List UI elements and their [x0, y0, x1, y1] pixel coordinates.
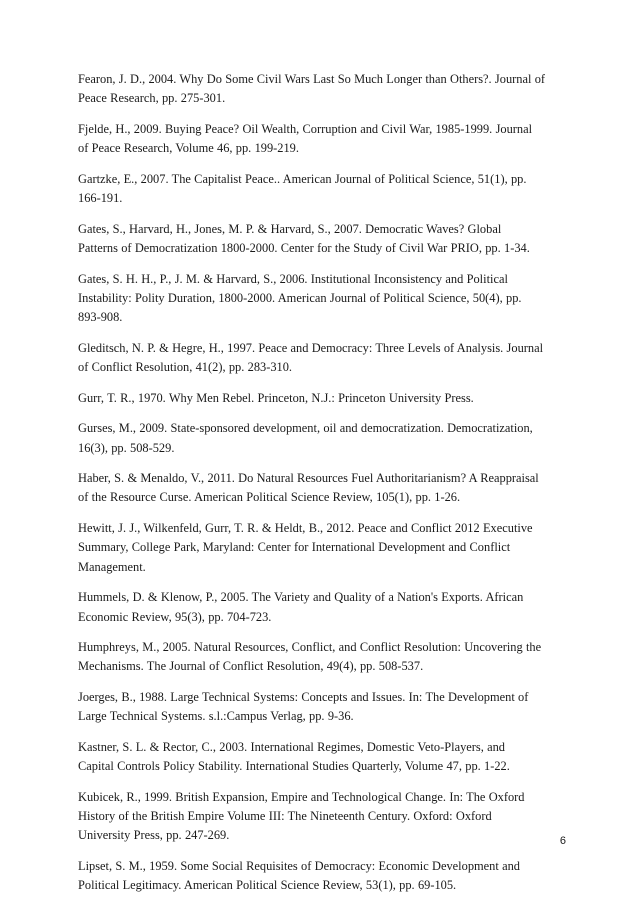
reference-line: of Peace Research, Volume 46, pp. 199-219. — [78, 141, 299, 156]
reference-line: 893-908. — [78, 310, 123, 325]
reference-entry — [78, 120, 568, 159]
reference-line: Instability: Polity Duration, 1800-2000. American Journal of Political Science, 50(4), pp. — [78, 290, 522, 305]
reference-line: Hewitt, J. J., Wilkenfeld, Gurr, T. R. & Heldt, B., 2012. Peace and Conflict 2012 Executive — [78, 521, 533, 536]
reference-line: Mechanisms. The Journal of Conflict Resolution, 49(4), pp. 508-537. — [78, 659, 424, 674]
reference-entry — [78, 788, 568, 846]
reference-line: of Conflict Resolution, 41(2), pp. 283-310. — [78, 360, 293, 375]
reference-line: 16(3), pp. 508-529. — [78, 440, 175, 455]
reference-entry — [78, 170, 568, 209]
reference-entry — [78, 857, 568, 896]
reference-line: Economic Review, 95(3), pp. 704-723. — [78, 609, 272, 624]
reference-line: Political Legitimacy. American Political Science Review, 53(1), pp. 69-105. — [78, 878, 457, 893]
reference-line: Gartzke, E., 2007. The Capitalist Peace.. American Journal of Political Science, 51(1), pp. — [78, 171, 527, 186]
reference-line: Gurr, T. R., 1970. Why Men Rebel. Princeton, N.J.: Princeton University Press. — [78, 390, 474, 405]
reference-list — [78, 70, 568, 907]
reference-entry — [78, 220, 568, 259]
reference-entry — [78, 688, 568, 727]
reference-line: History of the British Empire Volume III: The Nineteenth Century. Oxford: Oxford — [78, 809, 492, 824]
reference-line: Hummels, D. & Klenow, P., 2005. The Variety and Quality of a Nation's Exports. African — [78, 590, 524, 605]
reference-line: Kubicek, R., 1999. British Expansion, Empire and Technological Change. In: The Oxford — [78, 789, 525, 804]
reference-line: Humphreys, M., 2005. Natural Resources, Conflict, and Conflict Resolution: Uncovering the — [78, 640, 542, 655]
reference-line: Lipset, S. M., 1959. Some Social Requisites of Democracy: Economic Development and — [78, 858, 520, 873]
reference-line: 166-191. — [78, 191, 123, 206]
page-number: 6 — [559, 835, 566, 847]
reference-entry — [78, 588, 568, 627]
reference-line: of the Resource Curse. American Political Science Review, 105(1), pp. 1-26. — [78, 490, 461, 505]
reference-line: Fearon, J. D., 2004. Why Do Some Civil Wars Last So Much Longer than Others?. Journal of — [78, 72, 546, 86]
reference-line: Gurses, M., 2009. State-sponsored development, oil and democratization. Democratization, — [78, 421, 533, 436]
reference-line: Summary, College Park, Maryland: Center for International Development and Conflict — [78, 540, 511, 555]
reference-entry — [78, 469, 568, 508]
reference-line: Gates, S. H. H., P., J. M. & Harvard, S., 2006. Institutional Inconsistency and Political — [78, 271, 508, 286]
reference-entry — [78, 419, 568, 458]
reference-entry — [78, 70, 568, 109]
reference-entry — [78, 270, 568, 328]
reference-entry — [78, 738, 568, 777]
reference-line: Patterns of Democratization 1800-2000. Center for the Study of Civil War PRIO, pp. 1-34. — [78, 240, 530, 255]
reference-line: Gates, S., Harvard, H., Jones, M. P. & Harvard, S., 2007. Democratic Waves? Global — [78, 221, 502, 236]
reference-line: Gleditsch, N. P. & Hegre, H., 1997. Peace and Democracy: Three Levels of Analysis. Journal — [78, 340, 544, 355]
reference-entry — [78, 389, 568, 408]
reference-line: Fjelde, H., 2009. Buying Peace? Oil Wealth, Corruption and Civil War, 1985-1999. Journal — [78, 121, 533, 136]
reference-line: Large Technical Systems. s.l.:Campus Verlag, pp. 9-36. — [78, 709, 354, 724]
reference-line: University Press, pp. 247-269. — [78, 828, 230, 843]
reference-entry — [78, 339, 568, 378]
reference-line: Peace Research, pp. 275-301. — [78, 91, 226, 106]
reference-entry — [78, 638, 568, 677]
reference-line: Joerges, B., 1988. Large Technical Systems: Concepts and Issues. In: The Development of — [78, 689, 529, 704]
reference-line: Kastner, S. L. & Rector, C., 2003. International Regimes, Domestic Veto-Players, and — [78, 739, 505, 754]
reference-line: Management. — [78, 559, 146, 574]
reference-line: Capital Controls Policy Stability. International Studies Quarterly, Volume 47, pp. 1-22. — [78, 759, 510, 774]
reference-entry — [78, 519, 568, 577]
reference-line: Haber, S. & Menaldo, V., 2011. Do Natural Resources Fuel Authoritarianism? A Reappraisal — [78, 471, 539, 486]
